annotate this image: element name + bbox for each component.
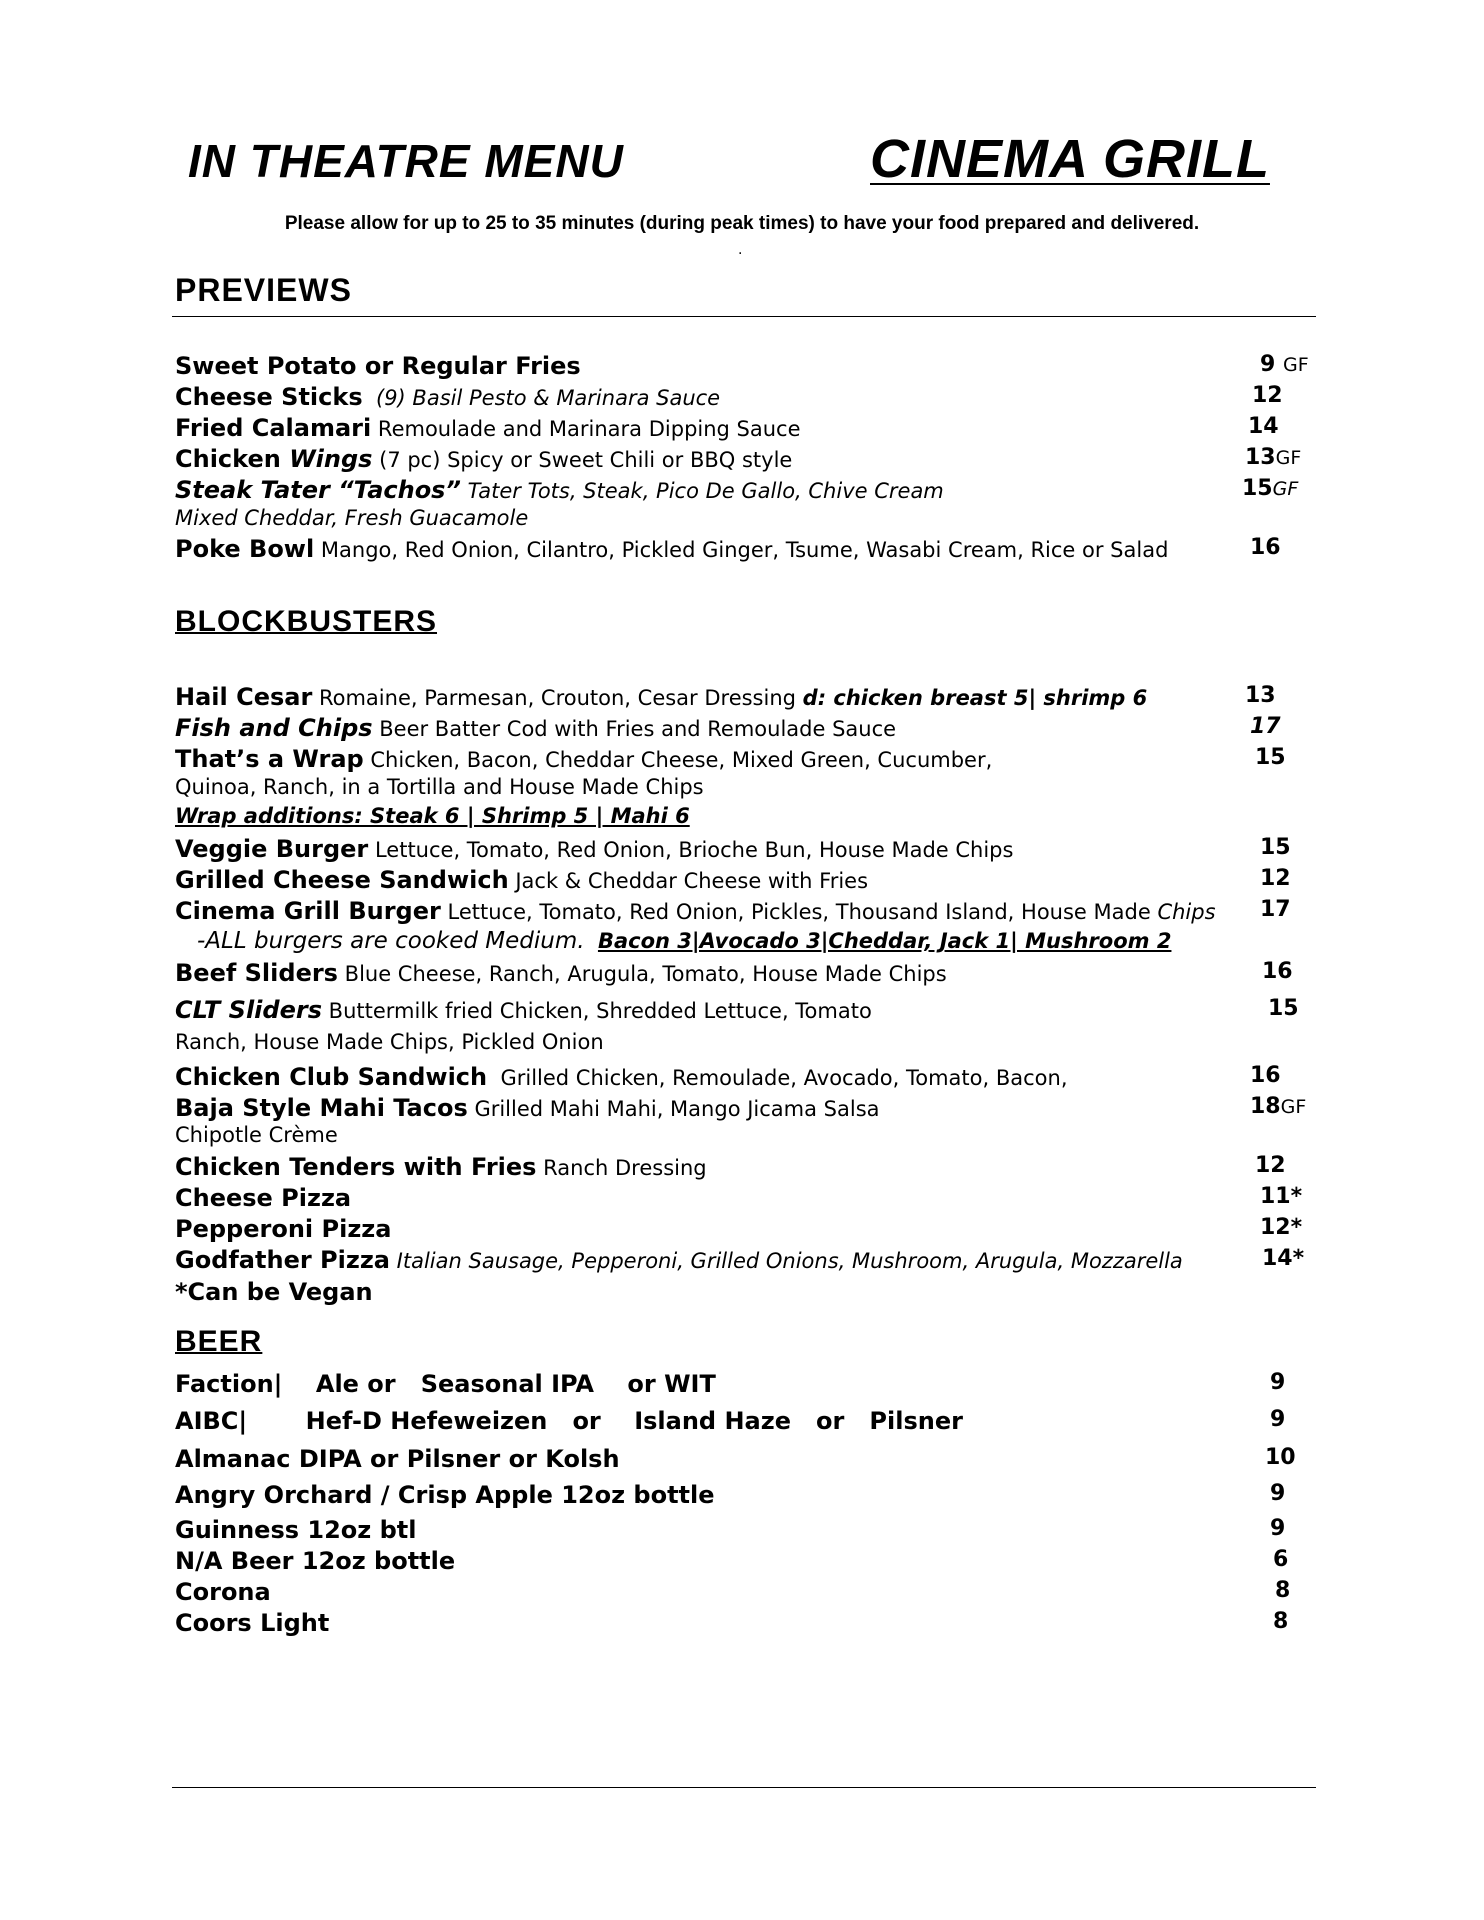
gf-badge: GF: [1280, 1096, 1307, 1118]
item-description: (7 pc) Spicy or Sweet Chili or BBQ style: [379, 448, 793, 472]
item-description: Quinoa, Ranch, in a Tortilla and House Made Chips: [175, 775, 704, 799]
menu-item: [175, 383, 1315, 414]
menu-item-continuation: [175, 1123, 1315, 1154]
gf-badge: GF: [1272, 478, 1299, 500]
in-theatre-menu-title: IN THEATRE MENU: [188, 135, 624, 187]
beer-item: [175, 1578, 1315, 1609]
gf-badge: GF: [1275, 447, 1302, 469]
beer-item: [175, 1445, 1315, 1476]
previews-rule: [172, 316, 1316, 317]
item-price: 12*: [1260, 1215, 1303, 1240]
beer-name: Almanac DIPA or Pilsner or Kolsh: [175, 1445, 620, 1473]
beer-price: 9: [1270, 1370, 1286, 1395]
item-price: 12: [1252, 383, 1283, 408]
item-name: Pepperoni Pizza: [175, 1215, 392, 1243]
item-price: 16: [1250, 1063, 1281, 1088]
beer-name: AIBC| Hef-D Hefeweizen or Island Haze or Pilsner: [175, 1407, 963, 1435]
beer-item: [175, 1547, 1315, 1578]
beer-item: [175, 1516, 1315, 1547]
beer-name: Guinness 12oz btl: [175, 1516, 417, 1544]
item-price: 15: [1255, 745, 1286, 770]
item-description: Ranch, House Made Chips, Pickled Onion: [175, 1030, 604, 1054]
burger-addons: Bacon 3|Avocado 3|Cheddar, Jack 1| Mushroom 2: [597, 929, 1172, 953]
menu-item: [175, 1063, 1315, 1094]
item-description: Beer Batter Cod with Fries and Remoulade Sauce: [379, 717, 897, 741]
beer-price: 9: [1270, 1516, 1286, 1541]
menu-item: [175, 866, 1315, 897]
item-description: Buttermilk fried Chicken, Shredded Lettuce, Tomato: [328, 999, 872, 1023]
item-description: Ranch Dressing: [543, 1156, 707, 1180]
item-name: Grilled Cheese Sandwich: [175, 866, 509, 894]
item-price: 17: [1260, 897, 1291, 922]
item-addons: Wrap additions: Steak 6 | Shrimp 5 | Mahi 6: [175, 804, 690, 828]
menu-item-continuation: [175, 775, 1315, 806]
burger-note: [175, 928, 1315, 959]
item-name: Cheese Sticks: [175, 383, 363, 411]
separator-dot: .: [738, 242, 743, 258]
menu-item: [175, 959, 1315, 990]
cinema-grill-title: CINEMA GRILL: [870, 129, 1270, 189]
item-description: Lettuce, Tomato, Red Onion, Brioche Bun, House Made Chips: [374, 838, 1014, 862]
menu-item: [175, 1246, 1315, 1277]
menu-item: [175, 445, 1315, 476]
menu-item: [175, 835, 1315, 866]
beer-item: [175, 1609, 1315, 1640]
menu-item: [175, 714, 1315, 745]
menu-item: [175, 1215, 1315, 1246]
item-name: Chicken Tenders with Fries: [175, 1153, 537, 1181]
item-description: Italian Sausage, Pepperoni, Grilled Onions, Mushroom, Arugula, Mozzarella: [396, 1249, 1183, 1273]
item-price: 14: [1248, 414, 1279, 439]
item-price: 16: [1250, 535, 1281, 560]
item-name: Veggie Burger: [175, 835, 369, 863]
item-price: 15: [1260, 835, 1291, 860]
burger-cook-note: -ALL burgers are cooked Medium.: [197, 928, 585, 954]
item-name: Baja Style Mahi Tacos: [175, 1094, 468, 1122]
item-price: 13: [1245, 445, 1276, 470]
previews-heading: PREVIEWS: [175, 272, 352, 308]
menu-item: [175, 745, 1315, 776]
beer-price: 8: [1273, 1609, 1289, 1634]
item-name-italic: Wings: [289, 445, 373, 473]
item-name: That’s a Wrap: [175, 745, 364, 773]
beer-name: Corona: [175, 1578, 271, 1606]
menu-item: [175, 996, 1315, 1027]
item-description: (9) Basil Pesto & Marinara Sauce: [376, 386, 721, 410]
menu-item: [175, 1184, 1315, 1215]
item-name: CLT Sliders: [175, 996, 322, 1024]
item-price: 16: [1262, 959, 1293, 984]
menu-item: [175, 352, 1315, 383]
item-description: Blue Cheese, Ranch, Arugula, Tomato, House Made Chips: [344, 962, 947, 986]
item-description: Chipotle Crème: [175, 1123, 338, 1147]
menu-item: [175, 1094, 1315, 1125]
item-price: 14*: [1262, 1246, 1305, 1271]
item-name: Poke Bowl: [175, 535, 315, 563]
beer-name: Faction| Ale or Seasonal IPA or WIT: [175, 1370, 716, 1398]
item-description-italic: Chips: [1157, 900, 1216, 924]
item-name: Hail Cesar: [175, 683, 313, 711]
vegan-note-text: *Can be Vegan: [175, 1278, 373, 1306]
menu-item-continuation: [175, 1030, 1315, 1061]
item-name: Chicken: [175, 445, 290, 473]
beer-price: 8: [1275, 1578, 1291, 1603]
menu-item-continuation: [175, 506, 1315, 537]
item-price: 9: [1260, 352, 1276, 377]
item-name: Sweet Potato or Regular Fries: [175, 352, 581, 380]
wrap-additions: [175, 804, 1315, 835]
item-price: 11*: [1260, 1184, 1303, 1209]
menu-item: [175, 1153, 1315, 1184]
item-description: Grilled Chicken, Remoulade, Avocado, Tomato, Bacon,: [500, 1066, 1068, 1090]
item-description: Chicken, Bacon, Cheddar Cheese, Mixed Green, Cucumber,: [370, 748, 993, 772]
item-name: Cinema Grill Burger: [175, 897, 441, 925]
beer-price: 10: [1265, 1445, 1296, 1470]
item-description: Mango, Red Onion, Cilantro, Pickled Ginger, Tsume, Wasabi Cream, Rice or Salad: [320, 538, 1169, 562]
menu-item: [175, 535, 1315, 566]
beer-name: Coors Light: [175, 1609, 330, 1637]
beer-price: 9: [1270, 1407, 1286, 1432]
item-name: Fish and Chips: [175, 714, 373, 742]
item-price: 12: [1255, 1153, 1286, 1178]
menu-item: [175, 414, 1315, 445]
beer-price: 9: [1270, 1481, 1286, 1506]
beer-item: [175, 1407, 1315, 1438]
item-description: Romaine, Parmesan, Crouton, Cesar Dressing: [318, 686, 796, 710]
footer-rule: [172, 1787, 1316, 1788]
beer-price: 6: [1273, 1547, 1289, 1572]
beer-heading: BEER: [175, 1325, 263, 1358]
item-description: Remoulade and Marinara Dipping Sauce: [377, 417, 801, 441]
beer-name: N/A Beer 12oz bottle: [175, 1547, 456, 1575]
item-name: Fried Calamari: [175, 414, 372, 442]
item-description: Grilled Mahi Mahi, Mango Jicama Salsa: [474, 1097, 880, 1121]
preparation-notice: Please allow for up to 25 to 35 minutes (during peak times) to have your food prepared and delivered.: [284, 213, 1200, 234]
vegan-note: [175, 1278, 1315, 1309]
menu-item: [175, 683, 1315, 714]
item-price: 17: [1250, 714, 1281, 739]
item-name: Cheese Pizza: [175, 1184, 352, 1212]
item-name: Chicken Club Sandwich: [175, 1063, 488, 1091]
item-name: Steak Tater “Tachos”: [175, 476, 461, 504]
item-price: 13: [1245, 683, 1276, 708]
blockbusters-heading: BLOCKBUSTERS: [175, 605, 438, 638]
item-addons: d: chicken breast 5| shrimp 6: [802, 686, 1148, 710]
item-name: Godfather Pizza: [175, 1246, 390, 1274]
menu-item: [175, 476, 1315, 507]
gf-badge: GF: [1282, 354, 1309, 376]
item-description: Tater Tots, Steak, Pico De Gallo, Chive Cream: [467, 479, 944, 503]
item-description: Jack & Cheddar Cheese with Fries: [515, 869, 869, 893]
item-name: Beef Sliders: [175, 959, 338, 987]
item-price: 18: [1250, 1094, 1281, 1119]
menu-item: [175, 897, 1315, 928]
beer-item: [175, 1370, 1315, 1401]
item-price: 15: [1268, 996, 1299, 1021]
item-description: Lettuce, Tomato, Red Onion, Pickles, Thousand Island, House Made: [447, 900, 1151, 924]
item-description: Mixed Cheddar, Fresh Guacamole: [175, 506, 529, 530]
item-price: 15: [1242, 476, 1273, 501]
beer-name: Angry Orchard / Crisp Apple 12oz bottle: [175, 1481, 715, 1509]
item-price: 12: [1260, 866, 1291, 891]
beer-item: [175, 1481, 1315, 1512]
